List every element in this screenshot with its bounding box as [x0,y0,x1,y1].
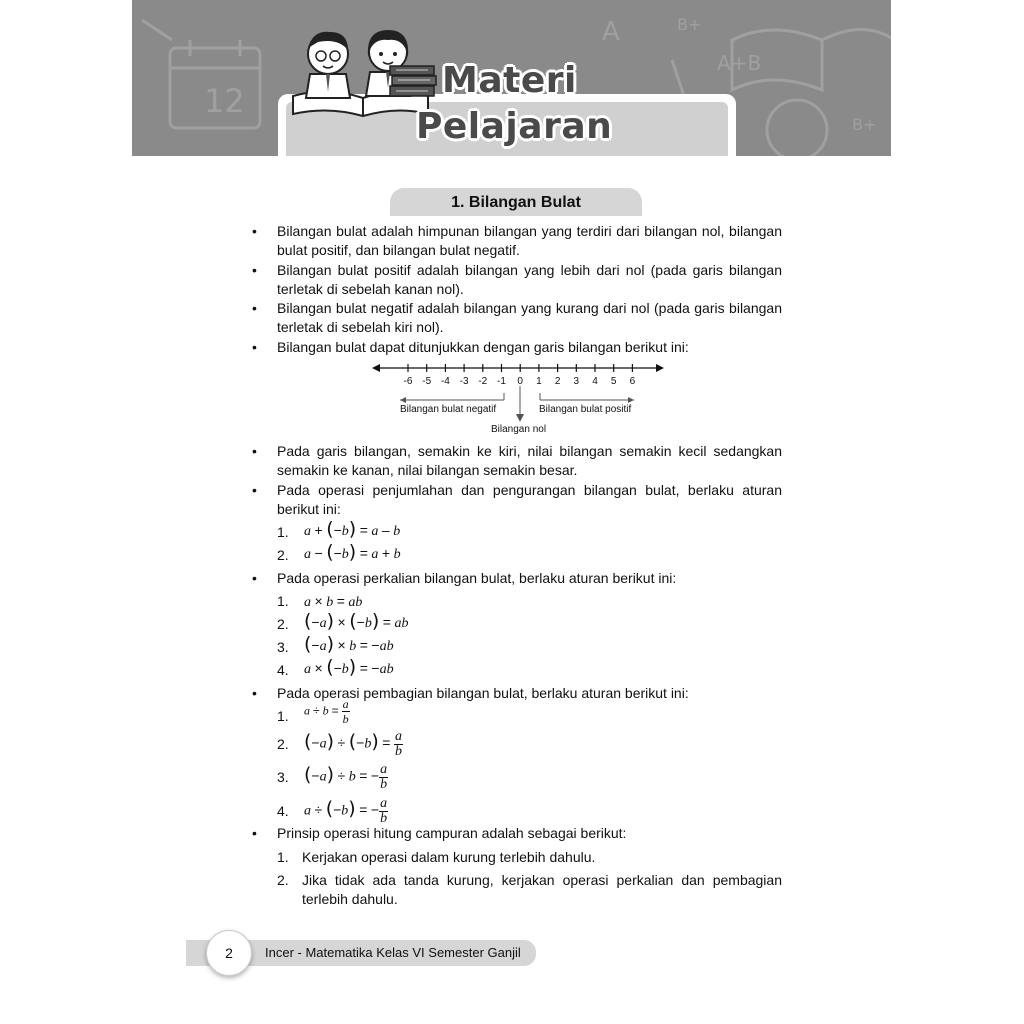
rule-div-4: a ÷ (−b) = − $\frac{a}{b}$ [304,796,388,826]
page-number: 2 [206,930,252,976]
bullet-text: berikut ini: [277,501,341,517]
svg-text:B+: B+ [677,15,702,34]
page-title-line1: Materi [442,60,577,101]
bullet-marker: • [252,570,257,586]
list-number: 2. [277,616,289,632]
mixed-rule-2-cont: terlebih dahulu. [302,891,398,907]
list-number: 1. [277,593,289,609]
bullet-marker: • [252,825,257,841]
bullet-text: Bilangan bulat negatif adalah bilangan yang kurang dari nol (pada garis bilangan [277,300,782,316]
section-title: 1. Bilangan Bulat [390,188,642,216]
number-line-tick-label: 2 [554,376,561,387]
rule-add-2: a − (−b) = a + b [304,541,401,563]
svg-text:B+: B+ [852,115,877,134]
svg-text:A+B: A+B [717,51,762,75]
rule-div-2: (−a) ÷ (−b) = $\frac{a}{b}$ [304,729,402,759]
bullet-marker: • [252,339,257,355]
number-line-tick-label: -5 [422,376,432,387]
bullet-text: Pada garis bilangan, semakin ke kiri, nilai bilangan semakin kecil sedangkan [277,443,782,459]
bullet-marker: • [252,685,257,701]
page [132,0,891,1024]
rule-mul-1: a × b = ab [304,593,363,610]
list-number: 4. [277,662,289,678]
list-number: 1. [277,849,289,865]
footer-text: Incer - Matematika Kelas VI Semester Ganjil [265,945,521,960]
mixed-rule-2: Jika tidak ada tanda kurung, kerjakan operasi perkalian dan pembagian [302,872,782,888]
list-number: 2. [277,547,289,563]
label-zero: Bilangan nol [491,424,547,435]
list-number: 4. [277,803,289,819]
mixed-rule-1: Kerjakan operasi dalam kurung terlebih dahulu. [302,849,596,865]
bullet-marker: • [252,262,257,278]
label-positive: Bilangan bulat positif [539,404,632,415]
bullet-marker: • [252,300,257,316]
number-line-tick-label: -1 [497,376,506,387]
number-line-tick-label: -3 [459,376,469,387]
list-number: 1. [277,524,289,540]
number-line-tick-label: -4 [440,376,450,387]
bullet-text: bulat positif, dan bilangan bulat negatif. [277,242,520,258]
number-line-tick-label: 3 [573,376,580,387]
list-number: 3. [277,769,289,785]
list-number: 2. [277,872,289,888]
list-number: 1. [277,708,289,724]
number-line-tick-label: -6 [403,376,413,387]
bullet-text: terletak di sebelah kanan nol). [277,281,464,297]
rule-div-3: (−a) ÷ b = − $\frac{a}{b}$ [304,762,388,792]
number-line-tick-label: 1 [536,376,542,387]
number-line-tick-label: 5 [610,376,617,387]
number-line-tick-label: 0 [517,376,523,387]
rule-mul-4: a × (−b) = −ab [304,656,394,678]
bullet-text: semakin ke kanan, nilai bilangan semakin besar. [277,462,578,478]
bullet-marker: • [252,443,257,459]
bullet-text: Bilangan bulat adalah himpunan bilangan yang terdiri dari bilangan nol, bilangan [277,223,782,239]
bullet-text: Pada operasi penjumlahan dan pengurangan bilangan bulat, berlaku aturan [277,482,782,498]
rule-mul-3: (−a) × b = −ab [304,633,394,655]
books-icon [388,64,438,100]
number-line-tick-label: -2 [478,376,488,387]
number-line-tick-label: 6 [629,376,636,387]
bullet-text: Bilangan bulat dapat ditunjukkan dengan garis bilangan berikut ini: [277,339,689,355]
svg-text:12: 12 [204,82,245,120]
list-number: 2. [277,736,289,752]
bullet-text: Bilangan bulat positif adalah bilangan yang lebih dari nol (pada garis bilangan [277,262,782,278]
page-title-line2: Pelajaran [416,106,613,147]
rule-div-1: a ÷ b = $\frac{a}{b}$ [304,697,349,726]
list-number: 3. [277,639,289,655]
bullet-text: Pada operasi pembagian bilangan bulat, berlaku aturan berikut ini: [277,685,689,701]
bullet-marker: • [252,482,257,498]
number-line-tick-label: 4 [592,376,598,387]
bullet-text: terletak di sebelah kiri nol). [277,319,444,335]
bullet-text: Prinsip operasi hitung campuran adalah sebagai berikut: [277,825,627,841]
bullet-marker: • [252,223,257,239]
rule-add-1: a + (−b) = a – b [304,518,401,540]
bullet-text: Pada operasi perkalian bilangan bulat, berlaku aturan berikut ini: [277,570,677,586]
rule-mul-2: (−a) × (−b) = ab [304,610,409,632]
label-negative: Bilangan bulat negatif [400,404,497,415]
svg-text:A: A [602,17,620,47]
